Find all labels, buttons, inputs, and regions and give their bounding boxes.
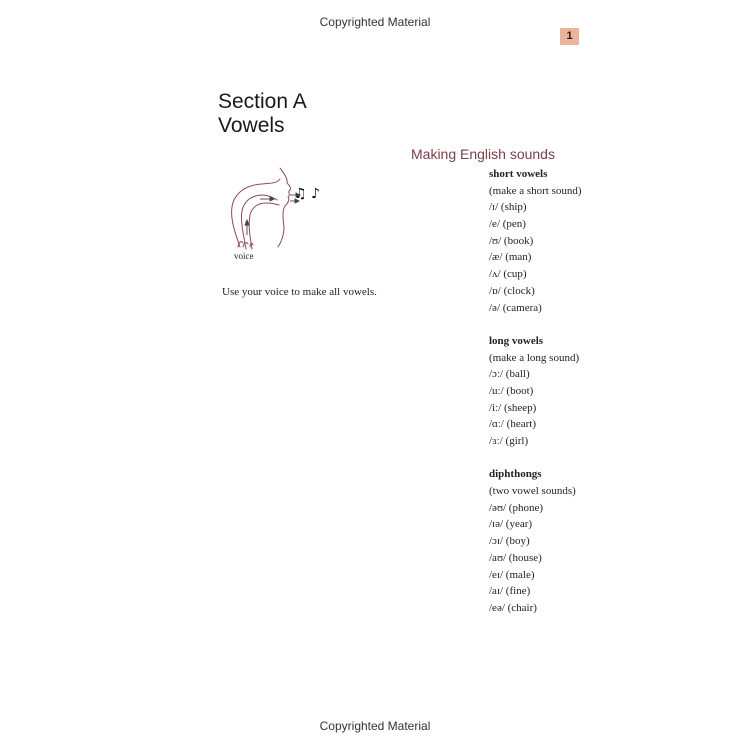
voice-label: voice	[234, 251, 254, 261]
list-item: /ʌ/ (cup)	[489, 268, 527, 281]
section-title-line-1: Section A	[218, 90, 307, 113]
group-description: (two vowel sounds)	[489, 485, 576, 498]
section-title-line-2: Vowels	[218, 114, 285, 137]
vowel-group-diphthongs	[489, 466, 582, 616]
list-item: /uː/ (boot)	[489, 384, 534, 397]
list-item: /ɑː/ (heart)	[489, 418, 536, 431]
list-item: /ɔː/ (ball)	[489, 368, 530, 381]
head-profile-voice-icon	[222, 165, 332, 265]
list-item: /æ/ (man)	[489, 251, 532, 264]
page-number-badge: 1	[560, 28, 579, 45]
list-item: /aɪ/ (fine)	[489, 585, 531, 598]
section-title	[218, 90, 307, 138]
instruction-text: Use your voice to make all vowels.	[222, 286, 377, 298]
vowel-list	[489, 166, 582, 633]
group-description: (make a long sound)	[489, 351, 580, 364]
vowel-group-short	[489, 166, 582, 316]
list-item: /ʊ/ (book)	[489, 234, 534, 247]
list-item: /eɪ/ (male)	[489, 568, 535, 581]
music-notes-icon: ♫ ♪	[294, 186, 320, 202]
list-item: /əʊ/ (phone)	[489, 501, 543, 514]
section-subheading: Making English sounds	[411, 146, 555, 162]
list-item: /ə/ (camera)	[489, 301, 542, 314]
list-item: /ɪə/ (year)	[489, 518, 533, 531]
list-item: /ɔɪ/ (boy)	[489, 535, 530, 548]
list-item: /ɪ/ (ship)	[489, 201, 527, 214]
list-item: /e/ (pen)	[489, 218, 526, 231]
list-item: /eə/ (chair)	[489, 601, 537, 614]
group-title: short vowels	[489, 168, 548, 180]
group-description: (make a short sound)	[489, 184, 582, 197]
list-item: /ɒ/ (clock)	[489, 284, 535, 297]
list-item: /iː/ (sheep)	[489, 401, 537, 414]
copyright-header: Copyrighted Material	[319, 15, 431, 29]
group-title: long vowels	[489, 334, 544, 347]
vowel-group-long	[489, 333, 582, 450]
group-title: diphthongs	[489, 468, 542, 481]
list-item: /aʊ/ (house)	[489, 551, 542, 564]
copyright-footer: Copyrighted Material	[319, 719, 431, 733]
list-item: /ɜː/ (girl)	[489, 435, 529, 447]
